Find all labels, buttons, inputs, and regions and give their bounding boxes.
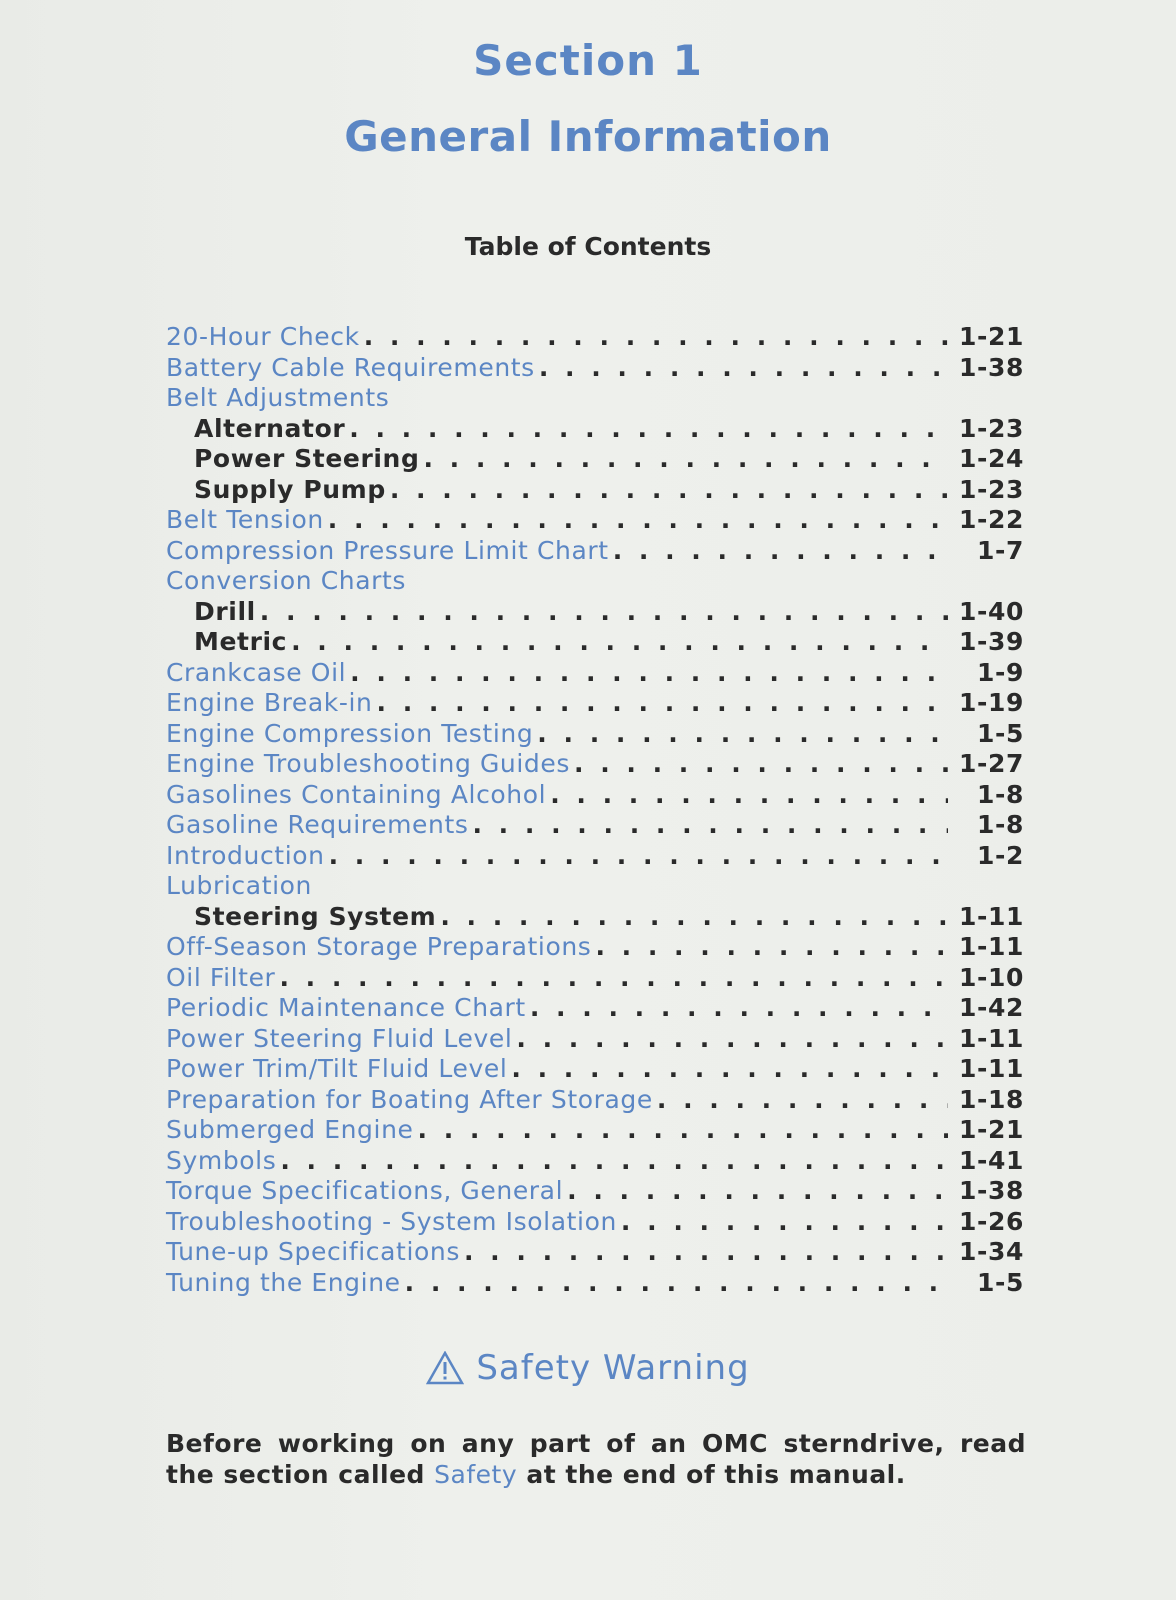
toc-entry[interactable] [166,658,1024,689]
toc-entry-title: 20-Hour Check [166,322,360,351]
toc-entry-title: Symbols [166,1145,277,1175]
toc-entry[interactable] [166,383,1024,414]
dot-leader [516,1024,948,1055]
dot-leader [472,810,948,841]
toc-entry-title: Preparation for Boating After Storage [166,1084,653,1114]
dot-leader [329,841,948,872]
toc-entry-page: 1-11 [959,1054,1024,1083]
toc-entry-page: 1-34 [959,1237,1024,1266]
toc-subentry[interactable] [166,597,1024,628]
toc-entry-title: Power Steering Fluid Level [166,1023,513,1053]
dot-leader [613,536,948,567]
dot-leader [537,719,948,750]
dot-leader [530,993,948,1024]
dot-leader [377,688,949,719]
toc-entry[interactable] [166,353,1024,384]
toc-subentry[interactable] [166,475,1024,506]
toc-entry-title: Off-Season Storage Preparations [166,932,592,961]
toc-entry-title: Supply Pump [194,474,386,504]
toc-entry[interactable] [166,1237,1024,1268]
toc-entry-page: 1-24 [959,444,1024,473]
toc-entry-page: 1-40 [959,596,1024,626]
toc-entry-title: Torque Specifications, General [166,1176,564,1205]
dot-leader [418,1115,948,1146]
toc-entry[interactable] [166,719,1024,750]
toc-entry-page: 1-23 [959,413,1024,443]
dot-leader [423,444,948,475]
toc-entry-page: 1-11 [959,901,1024,931]
toc-entry-title: Engine Compression Testing [166,718,534,748]
dot-leader [657,1085,948,1116]
toc-entry-title: Submerged Engine [166,1115,414,1144]
toc-entry[interactable] [166,1207,1024,1238]
toc-entry[interactable] [166,1115,1024,1146]
toc-entry[interactable] [166,1024,1024,1055]
section-number: Section 1 [473,36,703,85]
dot-leader [349,414,948,445]
toc-subentry[interactable] [166,902,1024,933]
toc-entry-page: 1-9 [977,657,1024,687]
toc-entry-page: 1-38 [959,1176,1024,1205]
toc-entry[interactable] [166,932,1024,963]
toc-entry[interactable] [166,536,1024,567]
dot-leader [539,353,948,384]
toc-entry[interactable] [166,841,1024,872]
toc-entry-page: 1-42 [959,993,1024,1022]
warning-triangle-icon [426,1351,464,1385]
toc-entry-title: Oil Filter [166,962,276,992]
toc-entry-page: 1-18 [959,1084,1024,1114]
toc-entry-page: 1-21 [959,1115,1024,1144]
toc-entry[interactable] [166,505,1024,536]
toc-entry-title: Tuning the Engine [166,1267,401,1297]
toc-entry-title: Engine Break-in [166,688,373,717]
toc-entry-title: Gasolines Containing Alcohol [166,779,547,809]
toc-entry[interactable] [166,993,1024,1024]
toc-entry-page: 1-8 [977,810,1024,839]
toc-entry[interactable] [166,1085,1024,1116]
toc-entry-page: 1-21 [959,322,1024,351]
toc-entry-page: 1-41 [959,1145,1024,1175]
toc-subentry[interactable] [166,627,1024,658]
dot-leader [405,1268,948,1299]
toc-entry[interactable] [166,871,1024,902]
toc-entry-title: Power Trim/Tilt Fluid Level [166,1054,508,1083]
toc-entry-title: Power Steering [194,444,420,473]
toc-entry[interactable] [166,688,1024,719]
toc-entry-title: Metric [194,627,288,656]
toc-entry[interactable] [166,1054,1024,1085]
toc-entry-title: Tune-up Specifications [166,1237,460,1266]
toc-subentry[interactable] [166,414,1024,445]
toc-entry-title: Drill [194,596,256,626]
toc-entry[interactable] [166,1146,1024,1177]
safety-text-part1: Before working on any part of an OMC sterndrive, read the section called [166,1429,1026,1489]
toc-entry-title: Battery Cable Requirements [166,352,535,382]
dot-leader [279,963,948,994]
dot-leader [280,1146,948,1177]
safety-warning-text [166,1428,1026,1490]
toc-entry[interactable] [166,322,1024,353]
toc-entry-title: Engine Troubleshooting Guides [166,749,570,778]
toc-entry[interactable] [166,810,1024,841]
toc-entry-title: Belt Tension [166,505,324,534]
toc-entry-page: 1-27 [959,749,1024,778]
table-of-contents [166,322,1024,1298]
toc-entry-page: 1-7 [977,535,1024,565]
toc-entry-title: Steering System [194,901,437,931]
toc-entry-title: Crankcase Oil [166,657,347,687]
toc-entry-title: Periodic Maintenance Chart [166,993,526,1022]
dot-leader [621,1207,948,1238]
toc-entry-page: 1-23 [959,474,1024,504]
toc-entry-page: 1-11 [959,1023,1024,1053]
toc-entry-page: 1-5 [977,1267,1024,1297]
toc-entry-title: Belt Adjustments [166,383,390,412]
toc-entry[interactable] [166,566,1024,597]
toc-entry-page: 1-11 [959,932,1024,961]
toc-entry[interactable] [166,1268,1024,1299]
safety-section-link[interactable]: Safety [434,1460,518,1489]
dot-leader [364,322,948,353]
dot-leader [464,1237,948,1268]
toc-entry-title: Compression Pressure Limit Chart [166,535,609,565]
dot-leader [595,932,948,963]
toc-entry-page: 1-5 [977,718,1024,748]
dot-leader [390,475,948,506]
toc-entry[interactable] [166,780,1024,811]
toc-entry-title: Gasoline Requirements [166,810,469,839]
dot-leader [328,505,948,536]
toc-entry[interactable] [166,749,1024,780]
toc-entry-title: Conversion Charts [166,566,407,595]
toc-entry-title: Lubrication [166,871,312,900]
safety-warning-label: Safety Warning [476,1348,750,1388]
toc-subentry[interactable] [166,444,1024,475]
dot-leader [291,627,948,658]
toc-entry-page: 1-2 [977,840,1024,870]
toc-entry-page: 1-39 [959,627,1024,656]
toc-entry-page: 1-26 [959,1206,1024,1236]
toc-entry[interactable] [166,963,1024,994]
dot-leader [350,658,948,689]
toc-entry-page: 1-10 [959,962,1024,992]
toc-entry[interactable] [166,1176,1024,1207]
dot-leader [511,1054,948,1085]
toc-entry-title: Introduction [166,840,325,870]
toc-entry-page: 1-19 [959,688,1024,717]
toc-entry-title: Troubleshooting - System Isolation [166,1206,617,1236]
toc-entry-page: 1-38 [959,352,1024,382]
toc-entry-page: 1-8 [977,779,1024,809]
dot-leader [567,1176,948,1207]
dot-leader [574,749,948,780]
safety-warning-heading [0,1348,1176,1388]
dot-leader [440,902,948,933]
toc-heading: Table of Contents [464,232,712,261]
page-title: General Information [344,112,832,161]
dot-leader [550,780,948,811]
toc-entry-title: Alternator [194,413,346,443]
dot-leader [260,597,948,628]
toc-entry-page: 1-22 [959,505,1024,534]
safety-text-part2: at the end of this manual. [526,1460,906,1489]
